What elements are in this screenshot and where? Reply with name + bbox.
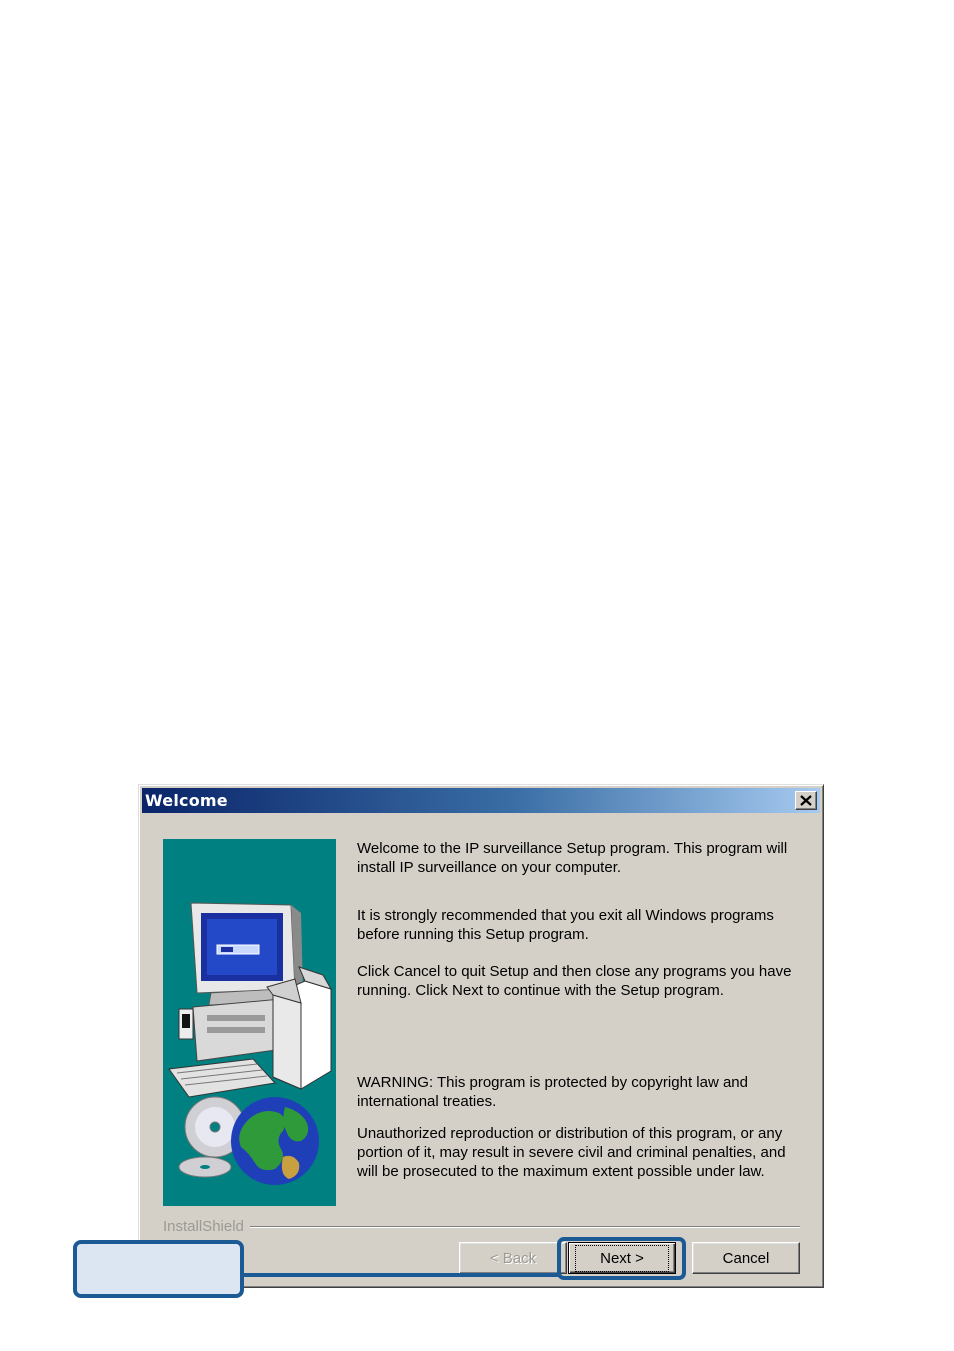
footer-separator	[163, 1226, 800, 1228]
warning-paragraph: WARNING: This program is protected by copyright law and international treaties.	[357, 1074, 748, 1110]
recommendation-paragraph: It is strongly recommended that you exit all Windows programs before running this Setup program.	[357, 907, 774, 943]
next-button[interactable]	[568, 1242, 676, 1274]
callout-connector	[243, 1273, 559, 1277]
title-bar[interactable]	[142, 788, 820, 813]
setup-welcome-dialog	[138, 784, 824, 1288]
setup-illustration	[163, 839, 336, 1206]
legal-paragraph: Unauthorized reproduction or distribution of this program, or any portion of it, may result in severe civil and criminal penalties, and will be prosecuted to the maximum extent possible under law.	[357, 1125, 786, 1180]
close-button[interactable]	[795, 791, 817, 810]
next-button-label: Next >	[575, 1245, 669, 1272]
cancel-button[interactable]: Cancel	[692, 1242, 800, 1274]
software-box-icon	[267, 967, 331, 1089]
globe-icon	[231, 1097, 319, 1185]
instruction-paragraph: Click Cancel to quit Setup and then close any programs you have running. Click Next to continue with the Setup program.	[357, 963, 792, 999]
back-button[interactable]: < Back	[459, 1242, 567, 1274]
callout-box	[73, 1240, 244, 1298]
computer-and-globe-illustration	[163, 839, 336, 1206]
window-title: Welcome	[145, 791, 228, 810]
system-unit-icon	[179, 999, 283, 1061]
keyboard-icon	[169, 1059, 275, 1097]
close-icon	[800, 795, 812, 806]
welcome-paragraph: Welcome to the IP surveillance Setup program. This program will install IP surveillance on your computer.	[357, 840, 788, 876]
installshield-brand: InstallShield	[163, 1218, 250, 1235]
